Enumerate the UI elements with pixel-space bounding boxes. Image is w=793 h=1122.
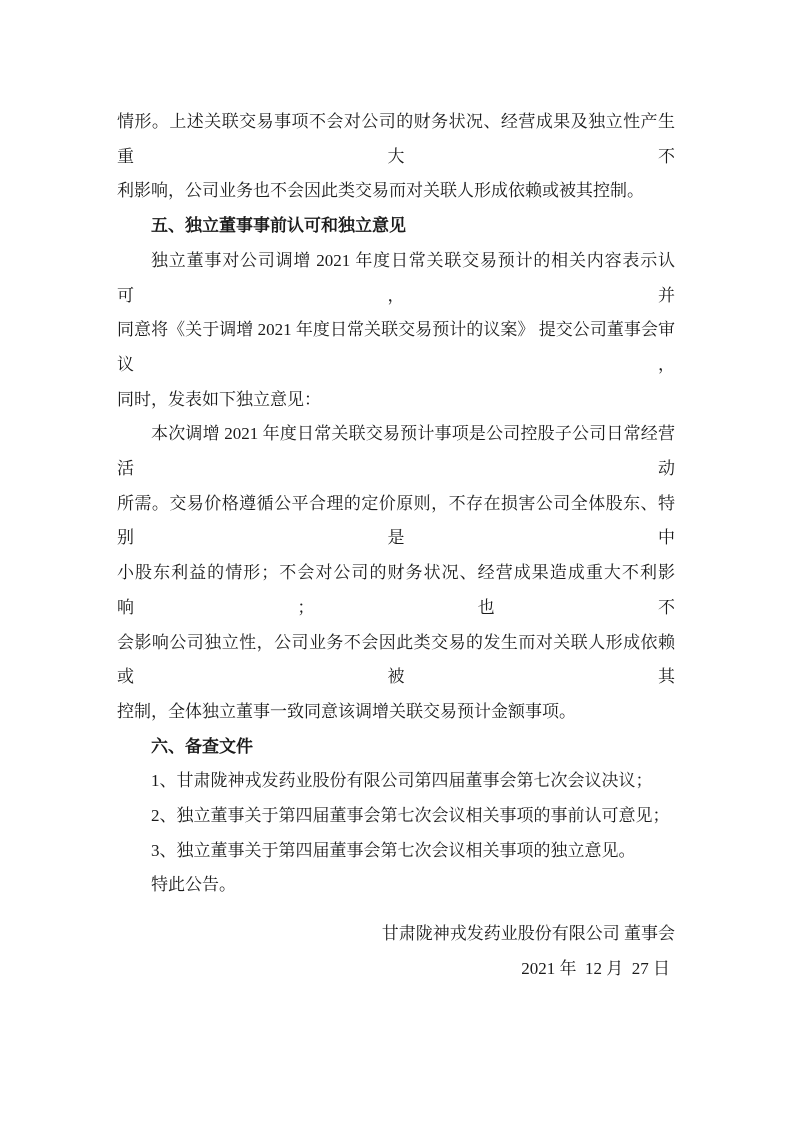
section-heading: 六、备查文件 [151,736,253,756]
section-heading: 五、独立董事事前认可和独立意见 [151,216,406,236]
text-line: 控制，全体独立董事一致同意该调增关联交易预计金额事项。 [117,701,576,721]
text-line: 本次调增 2021 年度日常关联交易预计事项是公司控股子公司日常经营活动 [117,424,675,479]
signature-company: 甘肃陇神戎发药业股份有限公司 董事会 [381,924,675,944]
text-line: 2、独立董事关于第四届董事会第七次会议相关事项的事前认可意见； [151,806,670,826]
document-body [117,105,675,987]
text-line: 情形。上述关联交易事项不会对公司的财务状况、经营成果及独立性产生重大不 [117,112,675,166]
text-line: 3、独立董事关于第四届董事会第七次会议相关事项的独立意见。 [151,840,636,860]
text-line: 会影响公司独立性，公司业务不会因此类交易的发生而对关联人形成依赖或被其 [117,632,675,687]
text-line: 利影响，公司业务也不会因此类交易而对关联人形成依赖或被其控制。 [117,181,644,201]
text-line: 特此公告。 [151,875,236,895]
signature-block [117,917,675,986]
text-line: 同时，发表如下独立意见： [117,389,321,409]
text-line: 小股东利益的情形；不会对公司的财务状况、经营成果造成重大不利影响；也不 [117,563,675,617]
signature-date: 2021 年 12 月 27 日 [521,958,670,978]
text-line: 所需。交易价格遵循公平合理的定价原则，不存在损害公司全体股东、特别是中 [117,493,675,548]
text-line: 1、甘肃陇神戎发药业股份有限公司第四届董事会第七次会议决议； [151,771,653,791]
text-line: 独立董事对公司调增 2021 年度日常关联交易预计的相关内容表示认可，并 [117,250,675,305]
text-line: 同意将《关于调增 2021 年度日常关联交易预计的议案》 提交公司董事会审议， [117,320,675,374]
